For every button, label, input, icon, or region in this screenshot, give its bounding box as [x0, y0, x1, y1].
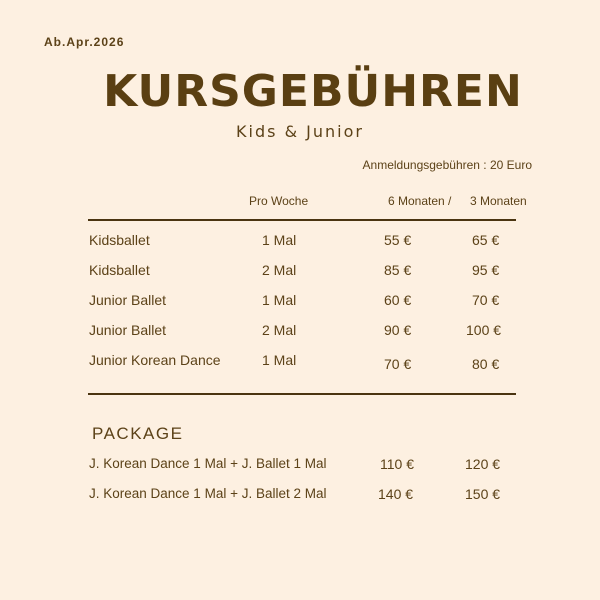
course-name: Junior Ballet [89, 292, 167, 308]
course-name: Kidsballet [89, 262, 150, 278]
table-row [0, 232, 600, 262]
price-three-months: 100 € [466, 322, 502, 338]
price-six-months: 60 € [384, 292, 412, 308]
table-row [0, 292, 600, 322]
course-name: Junior Korean Dance [89, 352, 221, 368]
course-name: Junior Ballet [89, 322, 167, 338]
table-bottom-divider [88, 393, 516, 395]
table-row [0, 322, 600, 352]
header-three-months: 3 Monaten [470, 194, 527, 208]
course-frequency: 1 Mal [262, 232, 297, 248]
price-six-months: 90 € [384, 322, 412, 338]
header-per-week: Pro Woche [249, 194, 309, 208]
table-row [0, 352, 600, 382]
price-three-months: 150 € [465, 486, 501, 502]
header-six-months: 6 Monaten / [388, 194, 452, 208]
price-three-months: 95 € [472, 262, 500, 278]
page-subtitle: Kids & Junior [236, 122, 364, 141]
package-name: J. Korean Dance 1 Mal + J. Ballet 1 Mal [89, 456, 327, 471]
course-frequency: 2 Mal [262, 262, 297, 278]
course-frequency: 1 Mal [262, 352, 297, 368]
table-row [0, 262, 600, 292]
course-name: Kidsballet [89, 232, 150, 248]
price-six-months: 85 € [384, 262, 412, 278]
price-six-months: 70 € [384, 356, 412, 372]
price-three-months: 65 € [472, 232, 500, 248]
course-frequency: 2 Mal [262, 322, 297, 338]
package-heading: PACKAGE [92, 424, 184, 443]
price-three-months: 70 € [472, 292, 500, 308]
price-six-months: 140 € [378, 486, 414, 502]
table-row [0, 456, 600, 486]
registration-fee: Anmeldungsgebühren : 20 Euro [362, 158, 532, 172]
price-three-months: 120 € [465, 456, 501, 472]
price-three-months: 80 € [472, 356, 500, 372]
price-six-months: 55 € [384, 232, 412, 248]
page-title: KURSGEBÜHREN [103, 66, 523, 117]
course-frequency: 1 Mal [262, 292, 297, 308]
price-six-months: 110 € [380, 456, 414, 472]
validity-date: Ab.Apr.2026 [44, 35, 125, 49]
table-row [0, 486, 600, 516]
package-name: J. Korean Dance 1 Mal + J. Ballet 2 Mal [89, 486, 327, 501]
table-top-divider [88, 219, 516, 221]
